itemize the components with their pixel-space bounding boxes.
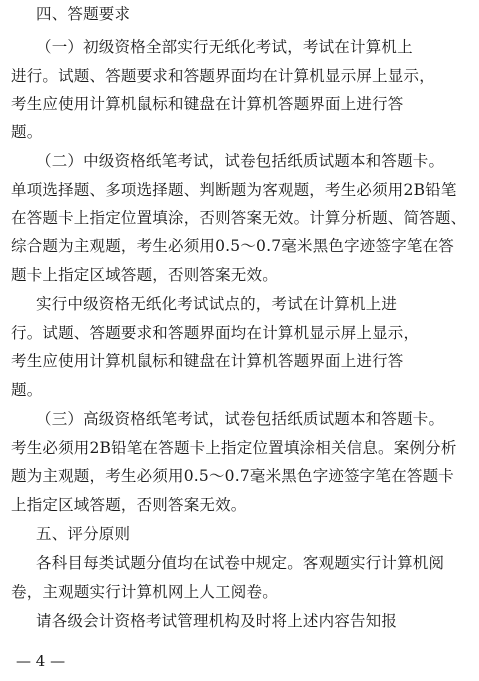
paragraph-2-line-4: 综合题为主观题，考生必须用0.5～0.7毫米黑色字迹签字笔在答 [11,237,455,255]
paragraph-4-line-1: （三）高级资格纸笔考试，试卷包括纸质试题本和答题卡。 [36,410,445,428]
paragraph-3-line-2: 行。试题、答题要求和答题界面均在计算机显示屏上显示， [11,324,420,342]
paragraph-1-line-4: 题。 [11,123,43,141]
paragraph-6-line-1: 请各级会计资格考试管理机构及时将上述内容告知报 [36,612,398,630]
paragraph-5-line-2: 卷，主观题实行计算机网上人工阅卷。 [11,583,278,601]
paragraph-2-line-5: 题卡上指定区域答题，否则答案无效。 [11,266,278,284]
paragraph-3-line-3: 考生应使用计算机鼠标和键盘在计算机答题界面上进行答 [11,352,404,370]
paragraph-1-line-3: 考生应使用计算机鼠标和键盘在计算机答题界面上进行答 [11,95,404,113]
paragraph-4-line-4: 上指定区域答题，否则答案无效。 [11,496,247,514]
paragraph-2-line-2: 单项选择题、多项选择题、判断题为客观题，考生必须用2B铅笔 [11,181,457,199]
paragraph-2-line-1: （二）中级资格纸笔考试，试卷包括纸质试题本和答题卡。 [36,152,445,170]
page-number: — 4 — [16,652,66,670]
section-5-heading: 五、评分原则 [36,525,131,543]
paragraph-2-line-3: 在答题卡上指定位置填涂，否则答案无效。计算分析题、简答题、 [11,209,467,227]
paragraph-3-line-4: 题。 [11,381,43,399]
paragraph-1-line-1: （一）初级资格全部实行无纸化考试，考试在计算机上 [36,38,413,56]
paragraph-1-line-2: 进行。试题、答题要求和答题界面均在计算机显示屏上显示， [11,67,435,85]
paragraph-3-line-1: 实行中级资格无纸化考试试点的，考试在计算机上进 [36,295,398,313]
paragraph-5-line-1: 各科目每类试题分值均在试卷中规定。客观题实行计算机阅 [36,554,445,572]
paragraph-4-line-3: 题为主观题，考生必须用0.5～0.7毫米黑色字迹签字笔在答题卡 [11,467,455,485]
paragraph-4-line-2: 考生必须用2B铅笔在答题卡上指定位置填涂相关信息。案例分析 [11,439,457,457]
section-4-heading: 四、答题要求 [36,5,131,23]
